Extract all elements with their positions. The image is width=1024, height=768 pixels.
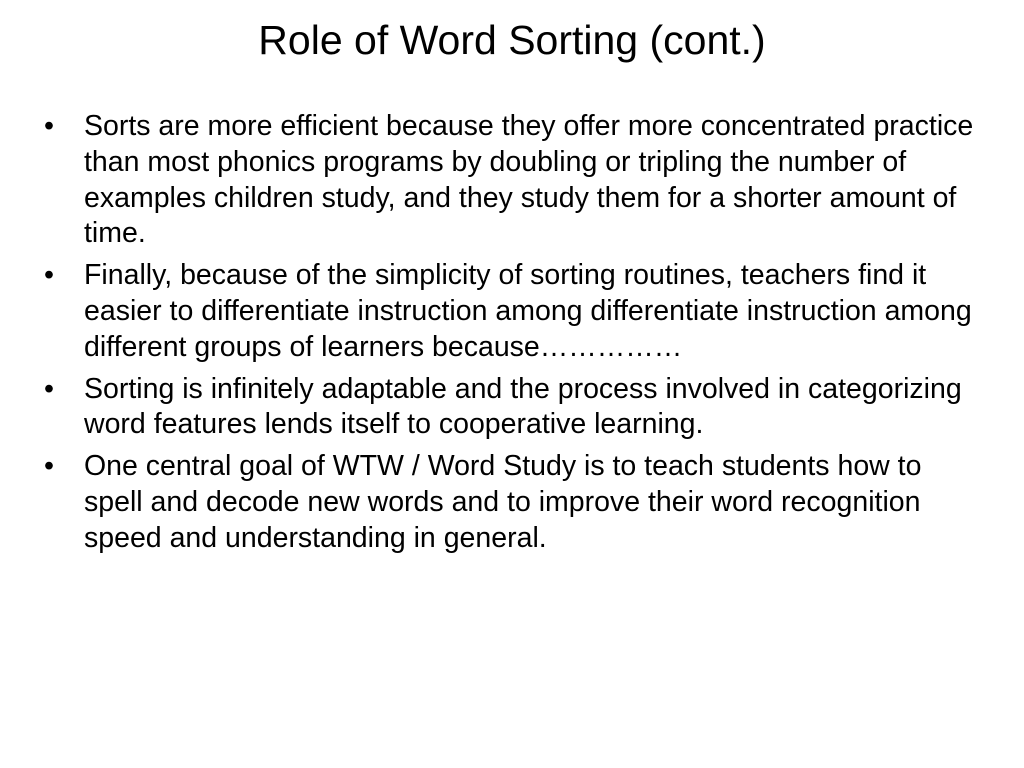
bullet-dot-icon: • (44, 372, 54, 405)
bullet-item (44, 258, 974, 365)
bullet-text: Finally, because of the simplicity of sorting routines, teachers find it easier to differentiate instruction among differentiate instruction among different groups of learners because…………… (84, 259, 972, 363)
bullet-text: One central goal of WTW / Word Study is to teach students how to spell and decode new words and to improve their word recognition speed and understanding in general. (84, 450, 922, 554)
bullet-text: Sorting is infinitely adaptable and the process involved in categorizing word features lends itself to cooperative learning. (84, 372, 962, 441)
bullet-item (44, 109, 974, 252)
bullet-text: Sorts are more efficient because they offer more concentrated practice than most phonics programs by doubling or tripling the number of examples children study, and they study them for a shorter amount of time. (84, 110, 974, 250)
bullet-list (44, 109, 974, 563)
bullet-item (44, 372, 974, 444)
bullet-dot-icon: • (44, 450, 54, 483)
bullet-dot-icon: • (44, 259, 54, 292)
bullet-item (44, 449, 974, 556)
slide-title: Role of Word Sorting (cont.) (258, 17, 766, 63)
bullet-dot-icon: • (44, 110, 54, 142)
